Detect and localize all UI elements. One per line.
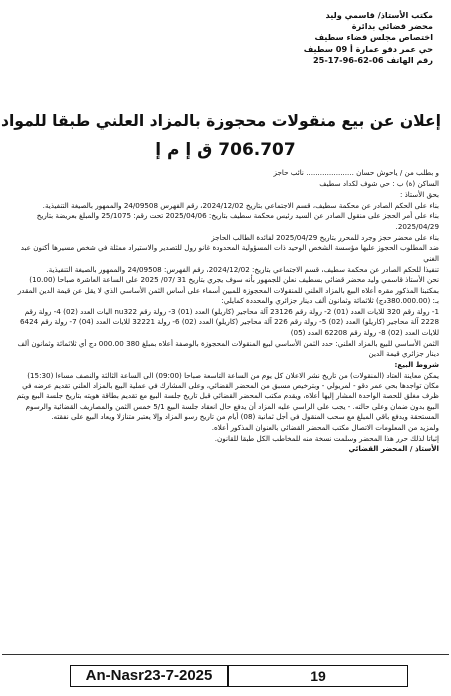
body-sale-conditions: يمكن معاينة العتاد (المنقولات) من تاريخ نشر الاعلان كل يوم من الساعة التاسعة صباحا (09:00) الى الساعة الثالثة والنصف مساءا (15:30) مكان تواجدها بحي عمر دقو - لمريولي - وبترخيص مسبق من المحضر القضائي، وعلى المشارك في عملية البيع بالمزاد العلني تقديم عرضه في ظرف مغلق للحصة الواحدة المشار إليها أعلاه، ويقدم مكتب المحضر القضائي قبل تاريخ جلسة البيع مع تقديم بطاقة هويته بتاريخ جلسة البيع ويتم البيع بدون ضمان وعلى حالته. - يجب على الراسي عليه المزاد أن يدفع حال انعقاد جلسة البيع 5/1 خمس الثمن والمصاريف القضائية والرسوم المستحقة ويدفع باقي المبلغ مع سحب المنقول في أجل ثمانية (08) أيام من تاريخ رسو المزاد وإلا يعتبر متنازلا ويعاد البيع على نفقته. xyxy=(16,370,439,421)
body-announcement: نحن الأستاذ قاسمي وليد محضر قضائي بسطيف نعلن للجمهور بأنه سوف يجري بتاريخ 31 /07/ 2025 على الساعة العاشرة صباحا (10.00) بمكتبنا المذكور مقره أعلاه البيع بالمزاد العلني للمنقولات المحجوزة للمبين أسماء على أساس الثمن الأساسي الذي لا يقل عن قيمة الدين المقدر بـ: (380.000.00دج) ثلاثمائة وثمانون ألف دينار جزائري والمحددة كمايلي: xyxy=(17,275,439,306)
body-seizure-order: بناء على أمر الحجز على منقول الصادر عن السيد رئيس محكمة سطيف بتاريخ: 2025/04/06 تحت رقم: 25/1075 والمبلغ بعريضة بتاريخ 2025/04/29. xyxy=(36,211,439,231)
header-line-bailiff-name: مكتب الأستاذ/ قاسمي وليد xyxy=(325,10,433,20)
body-against: بحق الأستاذ : xyxy=(399,189,439,199)
notice-body xyxy=(12,168,439,455)
body-contact-info: ولمزيد من المعلومات الاتصال مكتب المحضر القضائي بالعنوان المذكور أعلاه. xyxy=(211,422,439,432)
body-items-list: 1- رولة رقم 320 للايات العدد (01) 2- رولة رقم 23126 آلة محاجير (كاريلو) العدد (01) 3- رولة رقم nu322 اليات العدد (02) 4- رولة رقم 2228 آلة محاجير (كاريلو) العدد (02) 5- رولة رقم 226 آلة محاجير (كاريلو) العدد (02) 6- رولة 32221 للايات العدد (04) 7- رولة رقم 6424 للايات العدد (02) 8- رولة رقم 62208 العدد (05) xyxy=(20,306,439,337)
body-inventory-report: بناء على محضر حجز وجرد للمحرر بتاريخ 2025/04/29 لفائدة الطالب الحاجز xyxy=(211,232,439,242)
header-line-phone: رقم الهاتف 06-62-96-17-25 xyxy=(312,54,433,65)
publication-date: An-Nasr23-7-2025 xyxy=(70,665,228,687)
body-requester: و بطلب من / ياحوش حسان ..................... نائب حاجز xyxy=(273,168,439,177)
body-debtor: ضد المطلوب الحجوز عليها مؤسسة الشخص الوحيد ذات المسؤولية المحدودة غانو رول للتصدير والاستيراد ممثلة في شخص مسيرها أكنون عبد الغني xyxy=(20,243,439,263)
header-line-title: محضر قضائي بدائرة xyxy=(351,21,433,32)
page-footer xyxy=(2,654,449,695)
body-judgment: بناء على الحكم الصادر عن محكمة سطيف، قسم الاجتماعي بتاريخ 2024/12/02، رقم الفهرس 24/09508 والممهور بالصيغة التنفيذية. xyxy=(42,200,439,210)
body-sale-conditions-heading: شروط البيع: xyxy=(394,359,439,369)
body-execution: تنفيذا للحكم الصادر عن محكمة سطيف، قسم الاجتماعي بتاريخ: 2024/12/02، رقم الفهرس: 24/09508 والممهور بالصيغة التنفيذية. xyxy=(46,264,439,274)
signature: الأستاذ / المحضر القضائي xyxy=(348,444,439,454)
body-base-price: الثمن الأساسي للبيع بالمزاد العلني: حدد الثمن الأساسي لبيع المنقولات المحجوزة بالوصفة أعلاه بمبلغ 380 000.00 دج أي ثلاثمائة وثمانون ألف دينار جزائري قيمة الدين xyxy=(17,338,439,358)
bailiff-header xyxy=(173,10,433,66)
header-line-address: حي عمر دقو عمارة أ 09 سطيف xyxy=(303,43,433,54)
legal-article-reference: 706.707 ق إ م إ xyxy=(155,140,296,160)
notice-title: إعلان عن بيع منقولات محجوزة بالمزاد العلني طبقا للمواد xyxy=(0,112,441,130)
body-closing: إثباتا لذلك حرر هذا المحضر وسلمت نسخة منه للمخاطب الكل طبقا للقانون. xyxy=(214,433,439,443)
page-number: 19 xyxy=(228,665,408,687)
header-line-jurisdiction: اختصاص مجلس قضاء سطيف xyxy=(314,32,433,43)
body-address: الساكن (ة) ب : حي شوف لكداد سطيف xyxy=(319,178,439,188)
